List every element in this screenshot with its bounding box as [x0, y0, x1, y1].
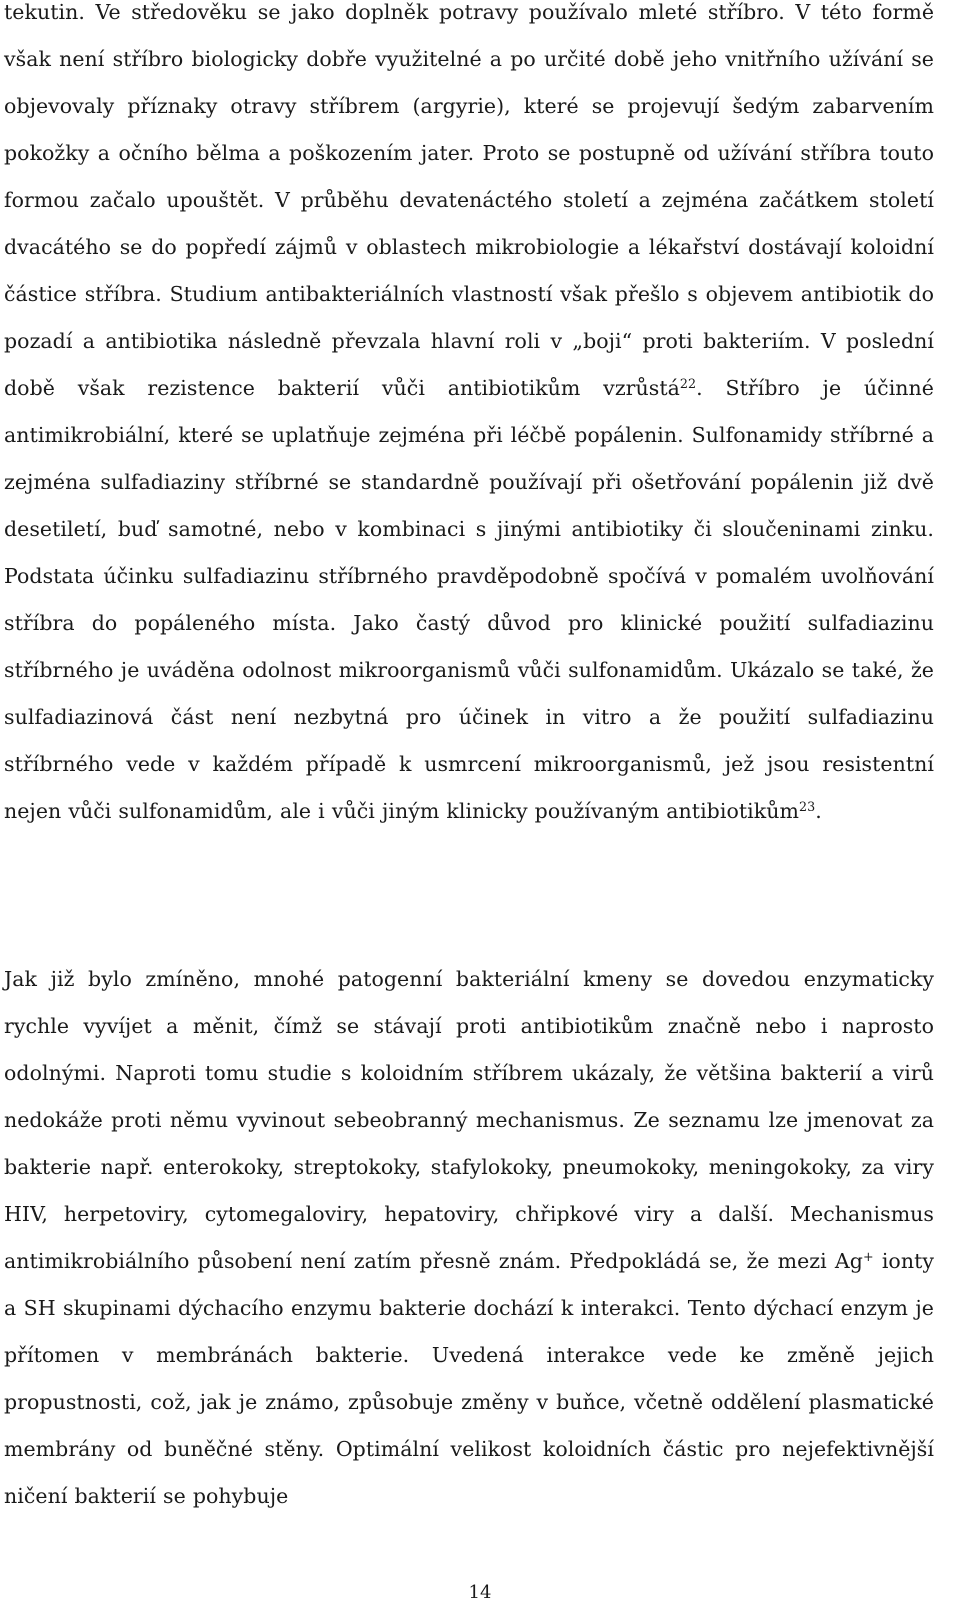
paragraph-text: Jak již bylo zmíněno, mnohé patogenní bakteriální kmeny se dovedou enzymaticky rychle vyvíjet a měnit, čímž se stávají proti antibiotikům značně nebo i naprosto odolnými. Naproti tomu studie s koloidním stříbrem ukázaly, že většina bakterií a virů nedokáže proti němu vyvinout sebeobranný mechanismus. Ze seznamu lze jmenovat za bakterie např. enterokoky, streptokoky, stafylokoky, pneumokoky, meningokoky, za viry HIV, herpetoviry, cytomegaloviry, hepatoviry, chřipkové viry a další. Mechanismus antimikrobiálního působení není zatím přesně znám. Předpokládá se, že mezi Ag — [4, 967, 934, 1273]
page-number: 14 — [468, 1582, 492, 1603]
paragraph-text: . Stříbro je účinné antimikrobiální, které se uplatňuje zejména při léčbě popálenin. Sulfonamidy stříbrné a zejména sulfadiaziny stříbrné se standardně používají při ošetřování popálenin již dvě desetiletí, buď samotné, nebo v kombinaci s jinými antibiotiky či sloučeninami zinku. Podstata účinku sulfadiazinu stříbrného pravděpodobně spočívá v pomalém uvolňování stříbra do popáleného místa. Jako častý důvod pro klinické použití sulfadiazinu stříbrného je uváděna odolnost mikroorganismů vůči sulfonamidům. Ukázalo se také, že sulfadiazinová část není nezbytná pro účinek in vitro a že použití sulfadiazinu stříbrného vede v každém případě k usmrcení mikroorganismů, jež jsou resistentní nejen vůči sulfonamidům, ale i vůči jiným klinicky používaným antibiotikům — [4, 376, 934, 823]
paragraph-antimicrobial-mechanism — [4, 956, 934, 1520]
footnote-reference: 22 — [679, 376, 697, 392]
footnote-reference: 23 — [798, 799, 816, 815]
paragraph-silver-history — [4, 0, 934, 835]
paragraph-text: tekutin. Ve středověku se jako doplněk potravy používalo mleté stříbro. V této formě však není stříbro biologicky dobře využitelné a po určité době jeho vnitřního užívání se objevovaly příznaky otravy stříbrem (argyrie), které se projevují šedým zabarvením pokožky a očního bělma a poškozením jater. Proto se postupně od užívání stříbra touto formou začalo upouštět. V průběhu devatenáctého století a zejména začátkem století dvacátého se do popředí zájmů v oblastech mikrobiologie a lékařství dostávají koloidní částice stříbra. Studium antibakteriálních vlastností však přešlo s objevem antibiotik do pozadí a antibiotika následně převzala hlavní roli v „boji“ proti bakteriím. V poslední době však rezistence bakterií vůči antibiotikům vzrůstá — [4, 0, 934, 400]
paragraph-text: . — [815, 799, 822, 823]
ion-charge-superscript: + — [862, 1249, 874, 1265]
paragraph-text: ionty a SH skupinami dýchacího enzymu bakterie dochází k interakci. Tento dýchací enzym je přítomen v membránách bakterie. Uvedená interakce vede ke změně jejich propustnosti, což, jak je známo, způsobuje změny v buňce, včetně oddělení plasmatické membrány od buněčné stěny. Optimální velikost koloidních částic pro nejefektivnější ničení bakterií se pohybuje — [4, 1249, 934, 1508]
